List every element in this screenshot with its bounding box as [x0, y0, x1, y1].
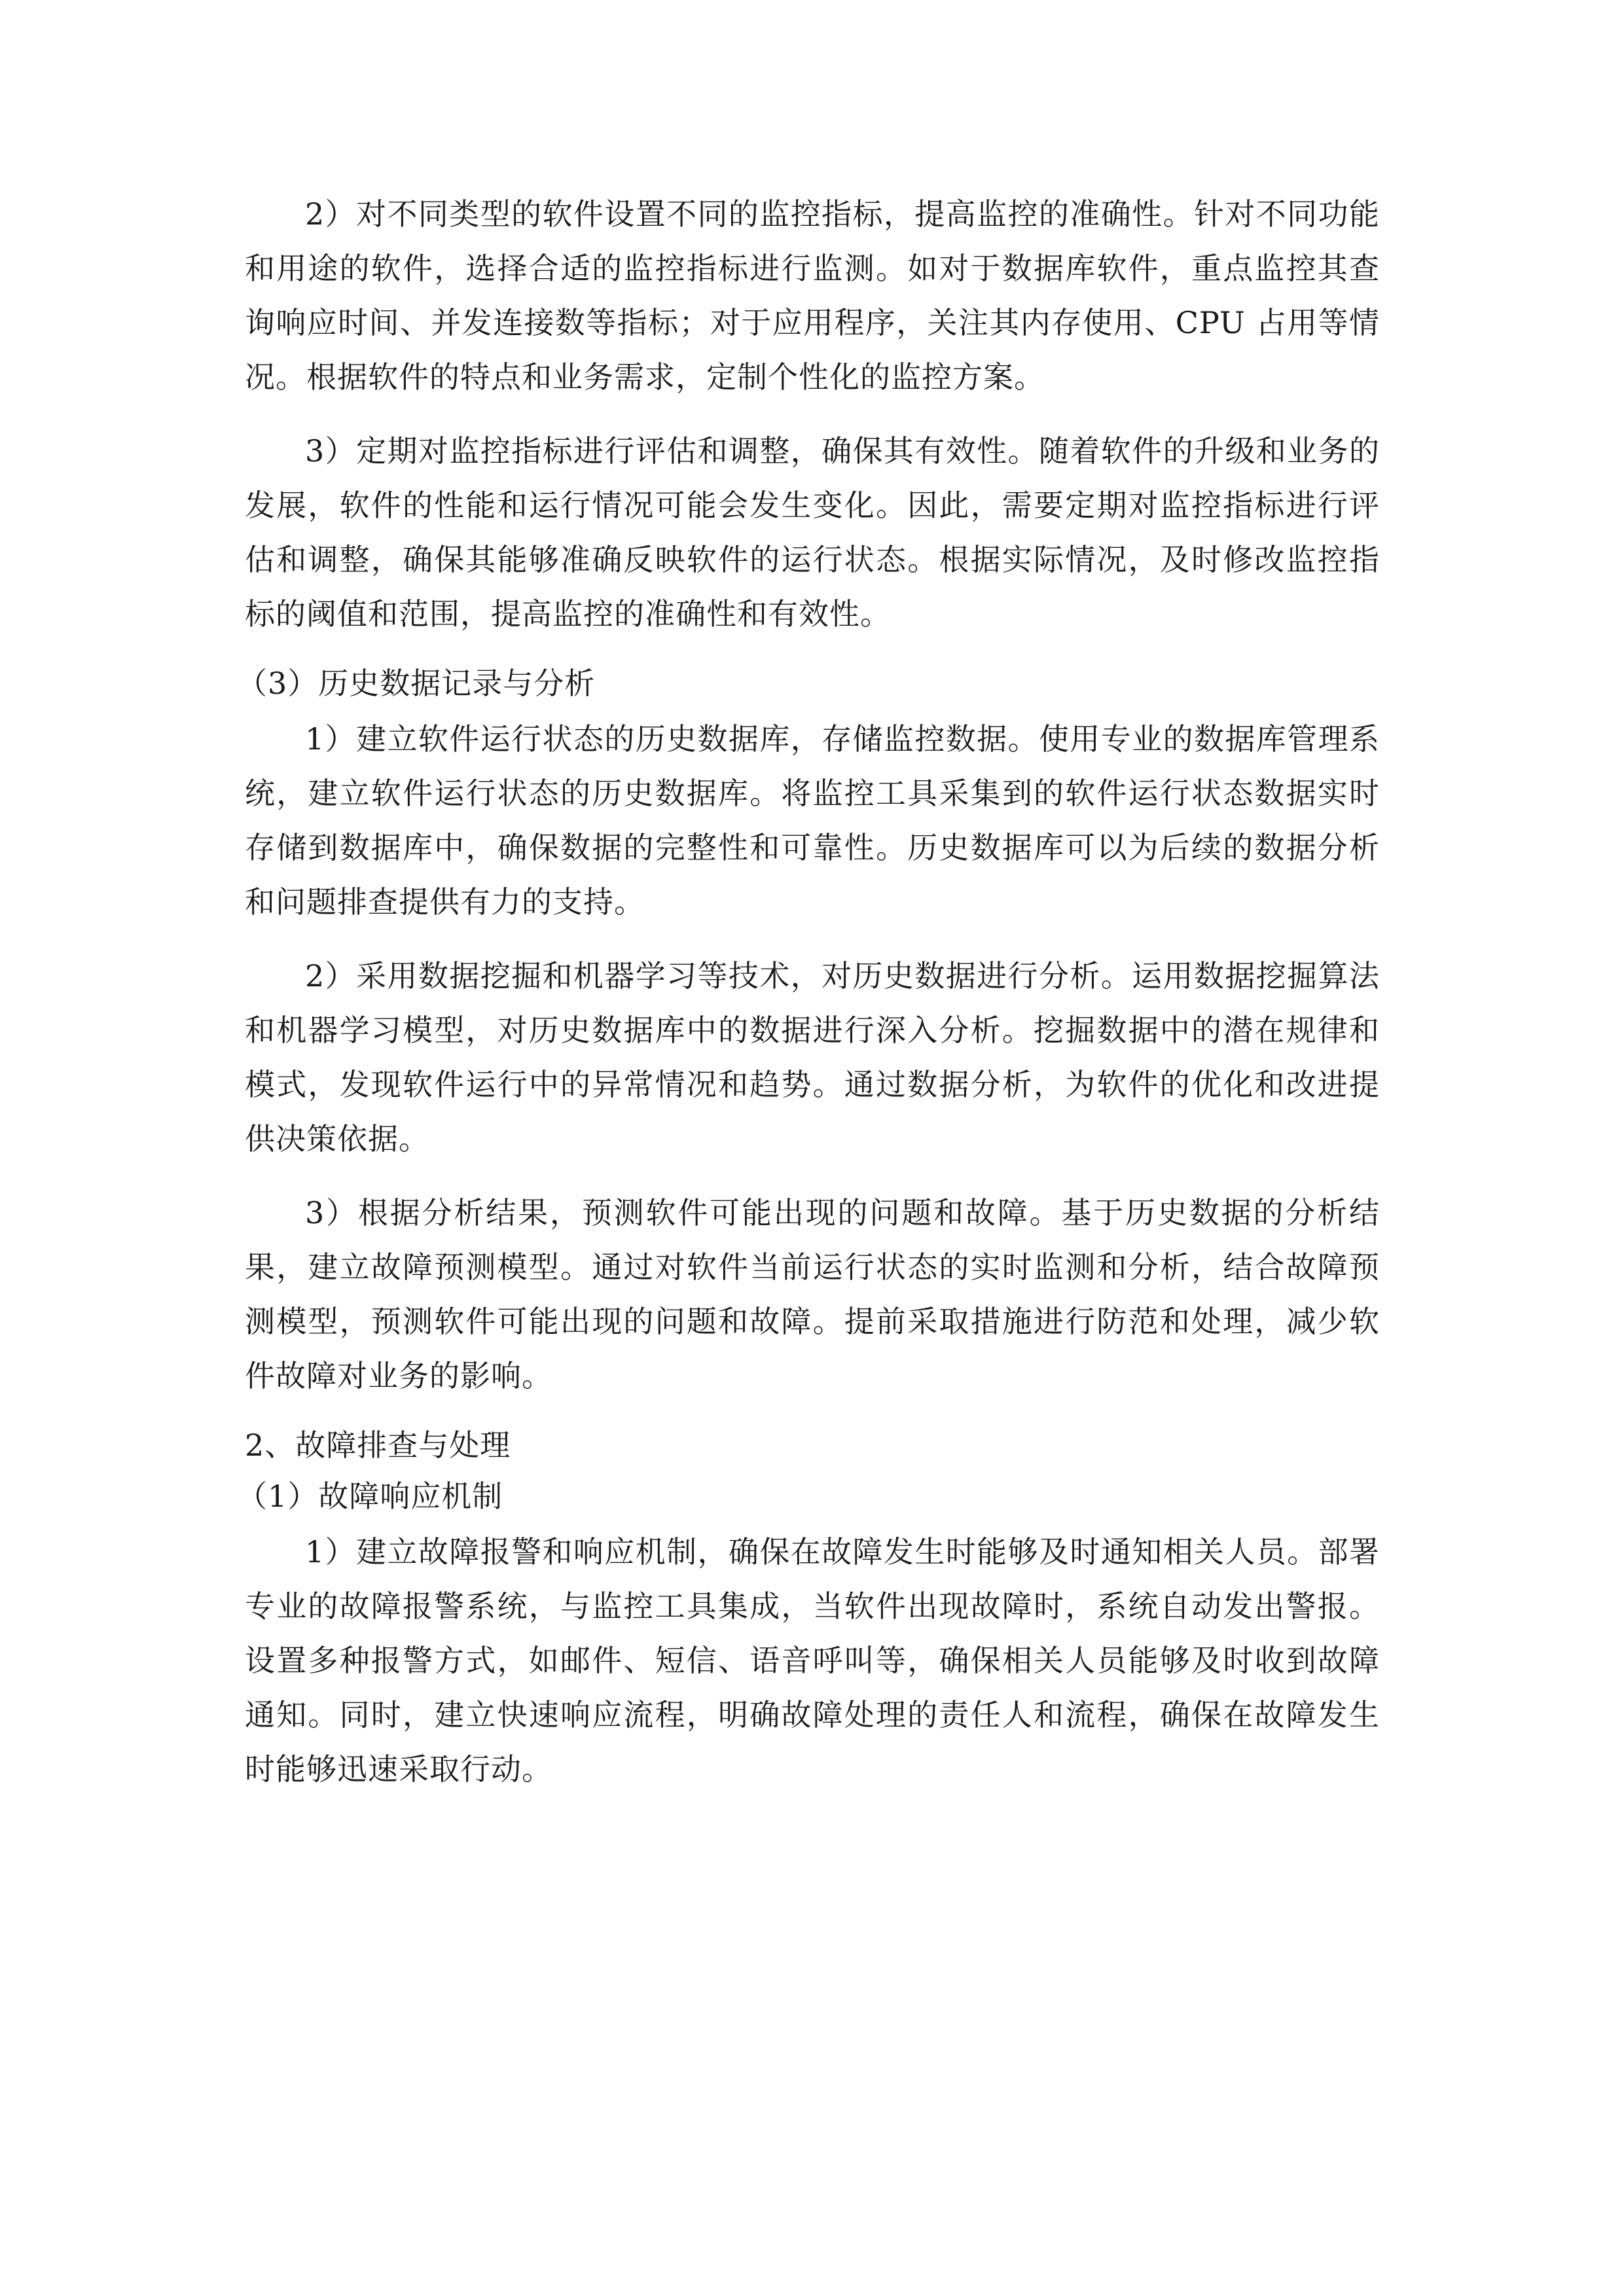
subheading-fault-response: （1）故障响应机制	[237, 1479, 503, 1514]
paragraph-history-database: 1）建立软件运行状态的历史数据库，存储监控数据。使用专业的数据库管理系统，建立软件运行状态的历史数据库。将监控工具采集到的软件运行状态数据实时存储到数据库中，确保数据的完整性和可靠性。历史数据库可以为后续的数据分析和问题排查提供有力的支持。	[245, 721, 1380, 920]
paragraph-indicator-evaluation: 3）定期对监控指标进行评估和调整，确保其有效性。随着软件的升级和业务的发展，软件的性能和运行情况可能会发生变化。因此，需要定期对监控指标进行评估和调整，确保其能够准确反映软件的运行状态。根据实际情况，及时修改监控指标的阈值和范围，提高监控的准确性和有效性。	[245, 433, 1380, 632]
paragraph-data-mining: 2）采用数据挖掘和机器学习等技术，对历史数据进行分析。运用数据挖掘算法和机器学习模型，对历史数据库中的数据进行深入分析。挖掘数据中的潜在规律和模式，发现软件运行中的异常情况和趋势。通过数据分析，为软件的优化和改进提供决策依据。	[245, 958, 1380, 1157]
document-body	[237, 187, 1380, 1816]
paragraph-fault-prediction: 3）根据分析结果，预测软件可能出现的问题和故障。基于历史数据的分析结果，建立故障预测模型。通过对软件当前运行状态的实时监测和分析，结合故障预测模型，预测软件可能出现的问题和故障。提前采取措施进行防范和处理，减少软件故障对业务的影响。	[245, 1195, 1380, 1393]
paragraph-monitoring-indicators: 2）对不同类型的软件设置不同的监控指标，提高监控的准确性。针对不同功能和用途的软件，选择合适的监控指标进行监测。如对于数据库软件，重点监控其查询响应时间、并发连接数等指标；对于应用程序，关注其内存使用、CPU 占用等情况。根据软件的特点和业务需求，定制个性化的监控方案。	[245, 196, 1380, 395]
subheading-history-data: （3）历史数据记录与分析	[237, 666, 596, 701]
paragraph-fault-alarm: 1）建立故障报警和响应机制，确保在故障发生时能够及时通知相关人员。部署专业的故障报警系统，与监控工具集成，当软件出现故障时，系统自动发出警报。设置多种报警方式，如邮件、短信、语音呼叫等，确保相关人员能够及时收到故障通知。同时，建立快速响应流程，明确故障处理的责任人和流程，确保在故障发生时能够迅速采取行动。	[245, 1534, 1380, 1787]
heading-troubleshooting: 2、故障排查与处理	[245, 1427, 511, 1463]
